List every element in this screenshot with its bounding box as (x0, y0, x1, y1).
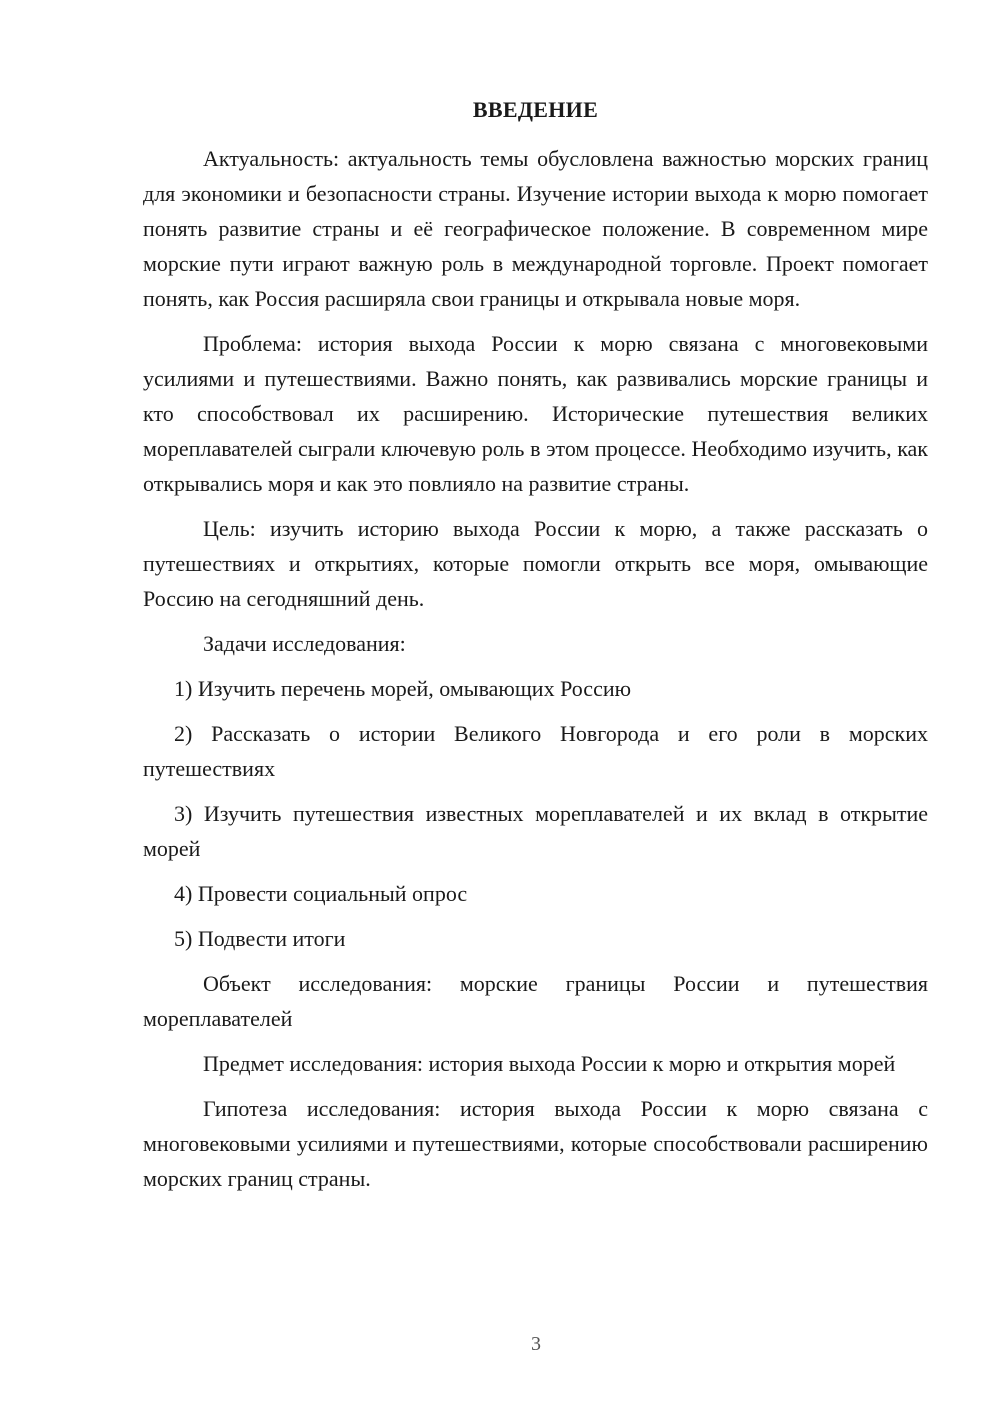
goal-paragraph: Цель: изучить историю выхода России к морю, а также рассказать о путешествиях и открытиях, которые помогли открыть все моря, омывающие Россию на сегодняшний день. (143, 516, 928, 611)
subject-paragraph: Предмет исследования: история выхода России к морю и открытия морей (203, 1051, 896, 1076)
task-item: 5) Подвести итоги (174, 926, 346, 951)
section-title: ВВЕДЕНИЕ (472, 97, 599, 122)
task-item: 3) Изучить путешествия известных мореплавателей и их вклад в открытие морей (143, 801, 928, 861)
object-paragraph: Объект исследования: морские границы России и путешествия мореплавателей (143, 971, 928, 1031)
document-page (143, 92, 928, 1206)
relevance-paragraph: Актуальность: актуальность темы обусловлена важностью морских границ для экономики и безопасности страны. Изучение истории выхода к морю помогает понять развитие страны и её географическое положение. В современном мире морские пути играют важную роль в международной торговле. Проект помогает понять, как Россия расширяла свои границы и открывала новые моря. (143, 146, 928, 311)
page-number: 3 (531, 1333, 541, 1355)
tasks-heading: Задачи исследования: (203, 631, 406, 656)
task-item: 4) Провести социальный опрос (174, 881, 468, 906)
task-item: 2) Рассказать о истории Великого Новгорода и его роли в морских путешествиях (143, 721, 928, 781)
task-item: 1) Изучить перечень морей, омывающих Россию (174, 676, 632, 701)
problem-paragraph: Проблема: история выхода России к морю связана с многовековыми усилиями и путешествиями. Важно понять, как развивались морские границы и кто способствовал их расширению. Исторические путешествия великих мореплавателей сыграли ключевую роль в этом процессе. Необходимо изучить, как открывались моря и как это повлияло на развитие страны. (143, 331, 928, 496)
hypothesis-paragraph: Гипотеза исследования: история выхода России к морю связана с многовековыми усилиями и путешествиями, которые способствовали расширению морских границ страны. (143, 1096, 928, 1191)
